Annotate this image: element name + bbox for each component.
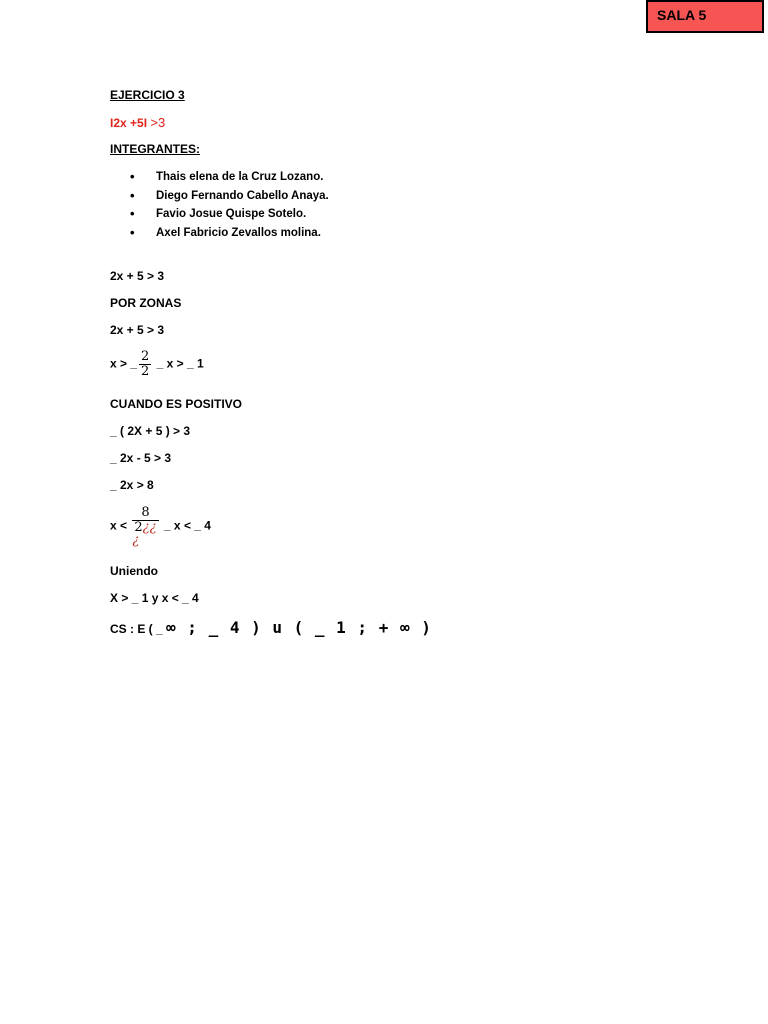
fraction-under-glitch: ¿ xyxy=(132,533,140,548)
exercise-title: EJERCICIO 3 xyxy=(110,88,185,102)
solution-line: _ 2x > 8 xyxy=(110,478,154,492)
fraction xyxy=(139,350,151,379)
solution-line: _ 2x - 5 > 3 xyxy=(110,451,172,465)
expression-tail: >3 xyxy=(150,115,166,130)
fraction-suffix: _ x > _ 1 xyxy=(153,356,204,371)
solution-line: _ ( 2X + 5 ) > 3 xyxy=(110,424,191,438)
fraction-sign: _ xyxy=(130,356,138,371)
list-item: • Thais elena de la Cruz Lozano. xyxy=(110,168,329,187)
denominator-glitch: ¿¿ xyxy=(142,520,157,535)
fraction-denominator: 2 xyxy=(141,364,150,379)
solution-line: POR ZONAS xyxy=(110,296,182,310)
solution-line: Uniendo xyxy=(110,564,158,578)
solution-line: 2x + 5 > 3 xyxy=(110,323,165,337)
fraction xyxy=(132,506,158,547)
fraction-line-1 xyxy=(110,350,204,379)
solution-set-prefix: CS : E ( _ xyxy=(110,622,163,636)
room-badge: SALA 5 xyxy=(646,0,764,33)
fraction-prefix: x > xyxy=(110,356,131,371)
fraction-line-2 xyxy=(110,506,211,547)
solution-line: CUANDO ES POSITIVO xyxy=(110,397,243,411)
solution-line: 2x + 5 > 3 xyxy=(110,269,165,283)
denominator-value: 2 xyxy=(134,520,143,535)
members-heading: INTEGRANTES: xyxy=(110,142,200,156)
fraction-numerator: 8 xyxy=(132,506,158,521)
members-list xyxy=(110,168,329,242)
list-item: • Diego Fernando Cabello Anaya. xyxy=(110,187,329,206)
list-item: • Favio Josue Quispe Sotelo. xyxy=(110,205,329,224)
solution-set xyxy=(110,618,432,637)
solution-line: X > _ 1 y x < _ 4 xyxy=(110,591,199,605)
expression-main: I2x +5I xyxy=(110,116,148,130)
fraction-suffix: _ x < _ 4 xyxy=(160,518,211,533)
fraction-prefix: x < xyxy=(110,518,131,533)
fraction-numerator: 2 xyxy=(141,349,150,364)
solution-set-interval: ∞ ; _ 4 ) u ( _ 1 ; + ∞ ) xyxy=(166,618,432,637)
list-item: • Axel Fabricio Zevallos molina. xyxy=(110,224,329,243)
exercise-expression xyxy=(110,115,165,130)
